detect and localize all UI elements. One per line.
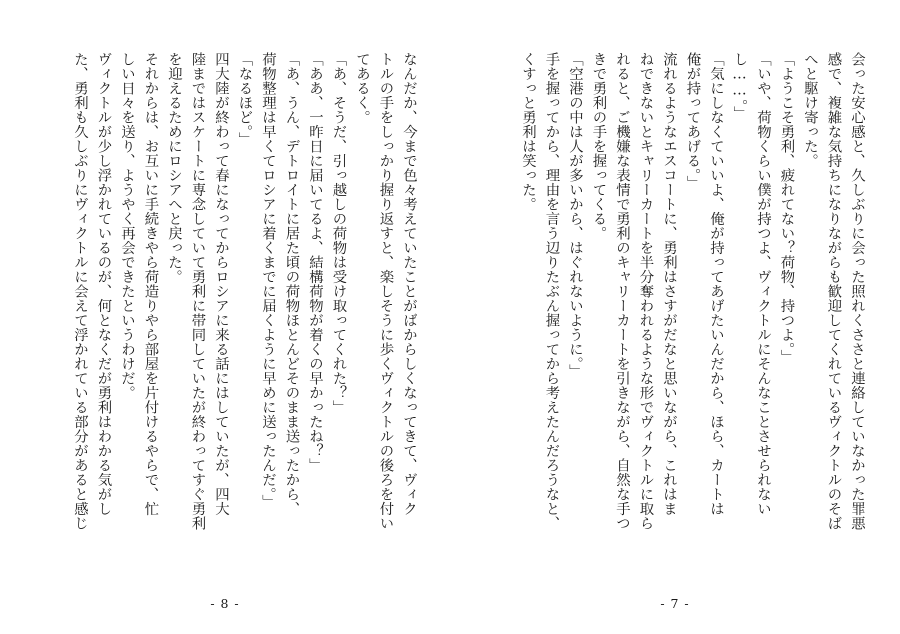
page-number-8: - 8 - (210, 596, 240, 611)
text-line: 「空港の中は人が多いから、はぐれないように。」 (567, 52, 583, 379)
text-line: 会った安心感と、久しぶりに会った照れくささと連絡していなかった罪悪 (849, 52, 865, 531)
text-line: きで勇利の手を握ってくる。 (590, 52, 607, 241)
text-line: 「あ、そうだ、引っ越しの荷物は受け取ってくれた？」 (330, 52, 347, 415)
text-line: 「いや、荷物くらい僕が持つよ、ヴィクトルにそんなことさせられない (755, 52, 771, 516)
text-line: てあるく。 (354, 52, 370, 125)
text-line: トルの手をしっかり握り返すと、楽しそうに歩くヴィクトルの後ろを付い (377, 52, 394, 531)
text-line: を迎えるためにロシアへと戻った。 (166, 52, 182, 284)
text-line: くすっと勇利は笑った。 (520, 52, 536, 212)
page-8-body (22, 52, 420, 580)
text-line: 四大陸が終わって春になってからロシアに来る話にはしていたが、四大 (213, 52, 229, 516)
text-line: 「ああ、一昨日に届いてるよ、結構荷物が着くの早かったね？」 (307, 52, 323, 473)
text-line: れると、ご機嫌な表情で勇利のキャリーカートを引きながら、自然な手つ (614, 52, 630, 531)
text-line: た、勇利も久しぶりにヴィクトルに会えて浮かれている部分があると感じ (72, 52, 88, 531)
text-line: 「気にしなくていいよ、俺が持ってあげたいんだから、ほら、カートは (708, 52, 724, 516)
text-line: 陸まではスケートに専念していて勇利に帯同していたが終わってすぐ勇利 (189, 52, 206, 531)
text-line: ヴィクトルが少し浮かれているのが、何となくだが勇利はわかる気がし (95, 52, 112, 516)
page-7 (450, 0, 900, 634)
page-7-body (476, 52, 868, 580)
text-line: 感で、複雑な気持ちになりながらも歓迎してくれているヴィクトルのそば (825, 52, 842, 531)
text-line: 「あ、うん、デトロイトに居た頃の荷物ほとんどそのまま送ったから、 (283, 52, 300, 516)
text-line: しい日々を送り、ようやく再会できたというわけだ。 (119, 52, 135, 400)
text-line: 荷物整理は早くてロシアに着くまでに届くように早めに送ったんだ。」 (260, 52, 276, 509)
page-number-7: - 7 - (660, 596, 690, 611)
text-line: ねできないとキャリーカートを半分奪われるような形でヴィクトルに取ら (637, 52, 654, 531)
text-line: 「ようこそ勇利、疲れてない？荷物、持つよ。」 (778, 52, 795, 364)
text-line: それからは、お互いに手続きやら荷造りやら部屋を片付けるやらで、忙 (142, 52, 159, 516)
text-line: し……。」 (731, 52, 748, 121)
text-line: 俺が持ってあげる。」 (684, 52, 701, 190)
text-line: 「なるほど。」 (236, 52, 253, 147)
text-line: なんだか、今まで色々考えていたことがばからしくなってきて、ヴィク (401, 52, 417, 516)
text-line: へと駆け寄った。 (802, 52, 818, 168)
text-line: 手を握ってから、理由を言う辺りたぶん握ってから考えたんだろうなと、 (543, 52, 560, 531)
text-line: 流れるようなエスコートに、勇利はさすがだなと思いながら、これはま (661, 52, 677, 516)
